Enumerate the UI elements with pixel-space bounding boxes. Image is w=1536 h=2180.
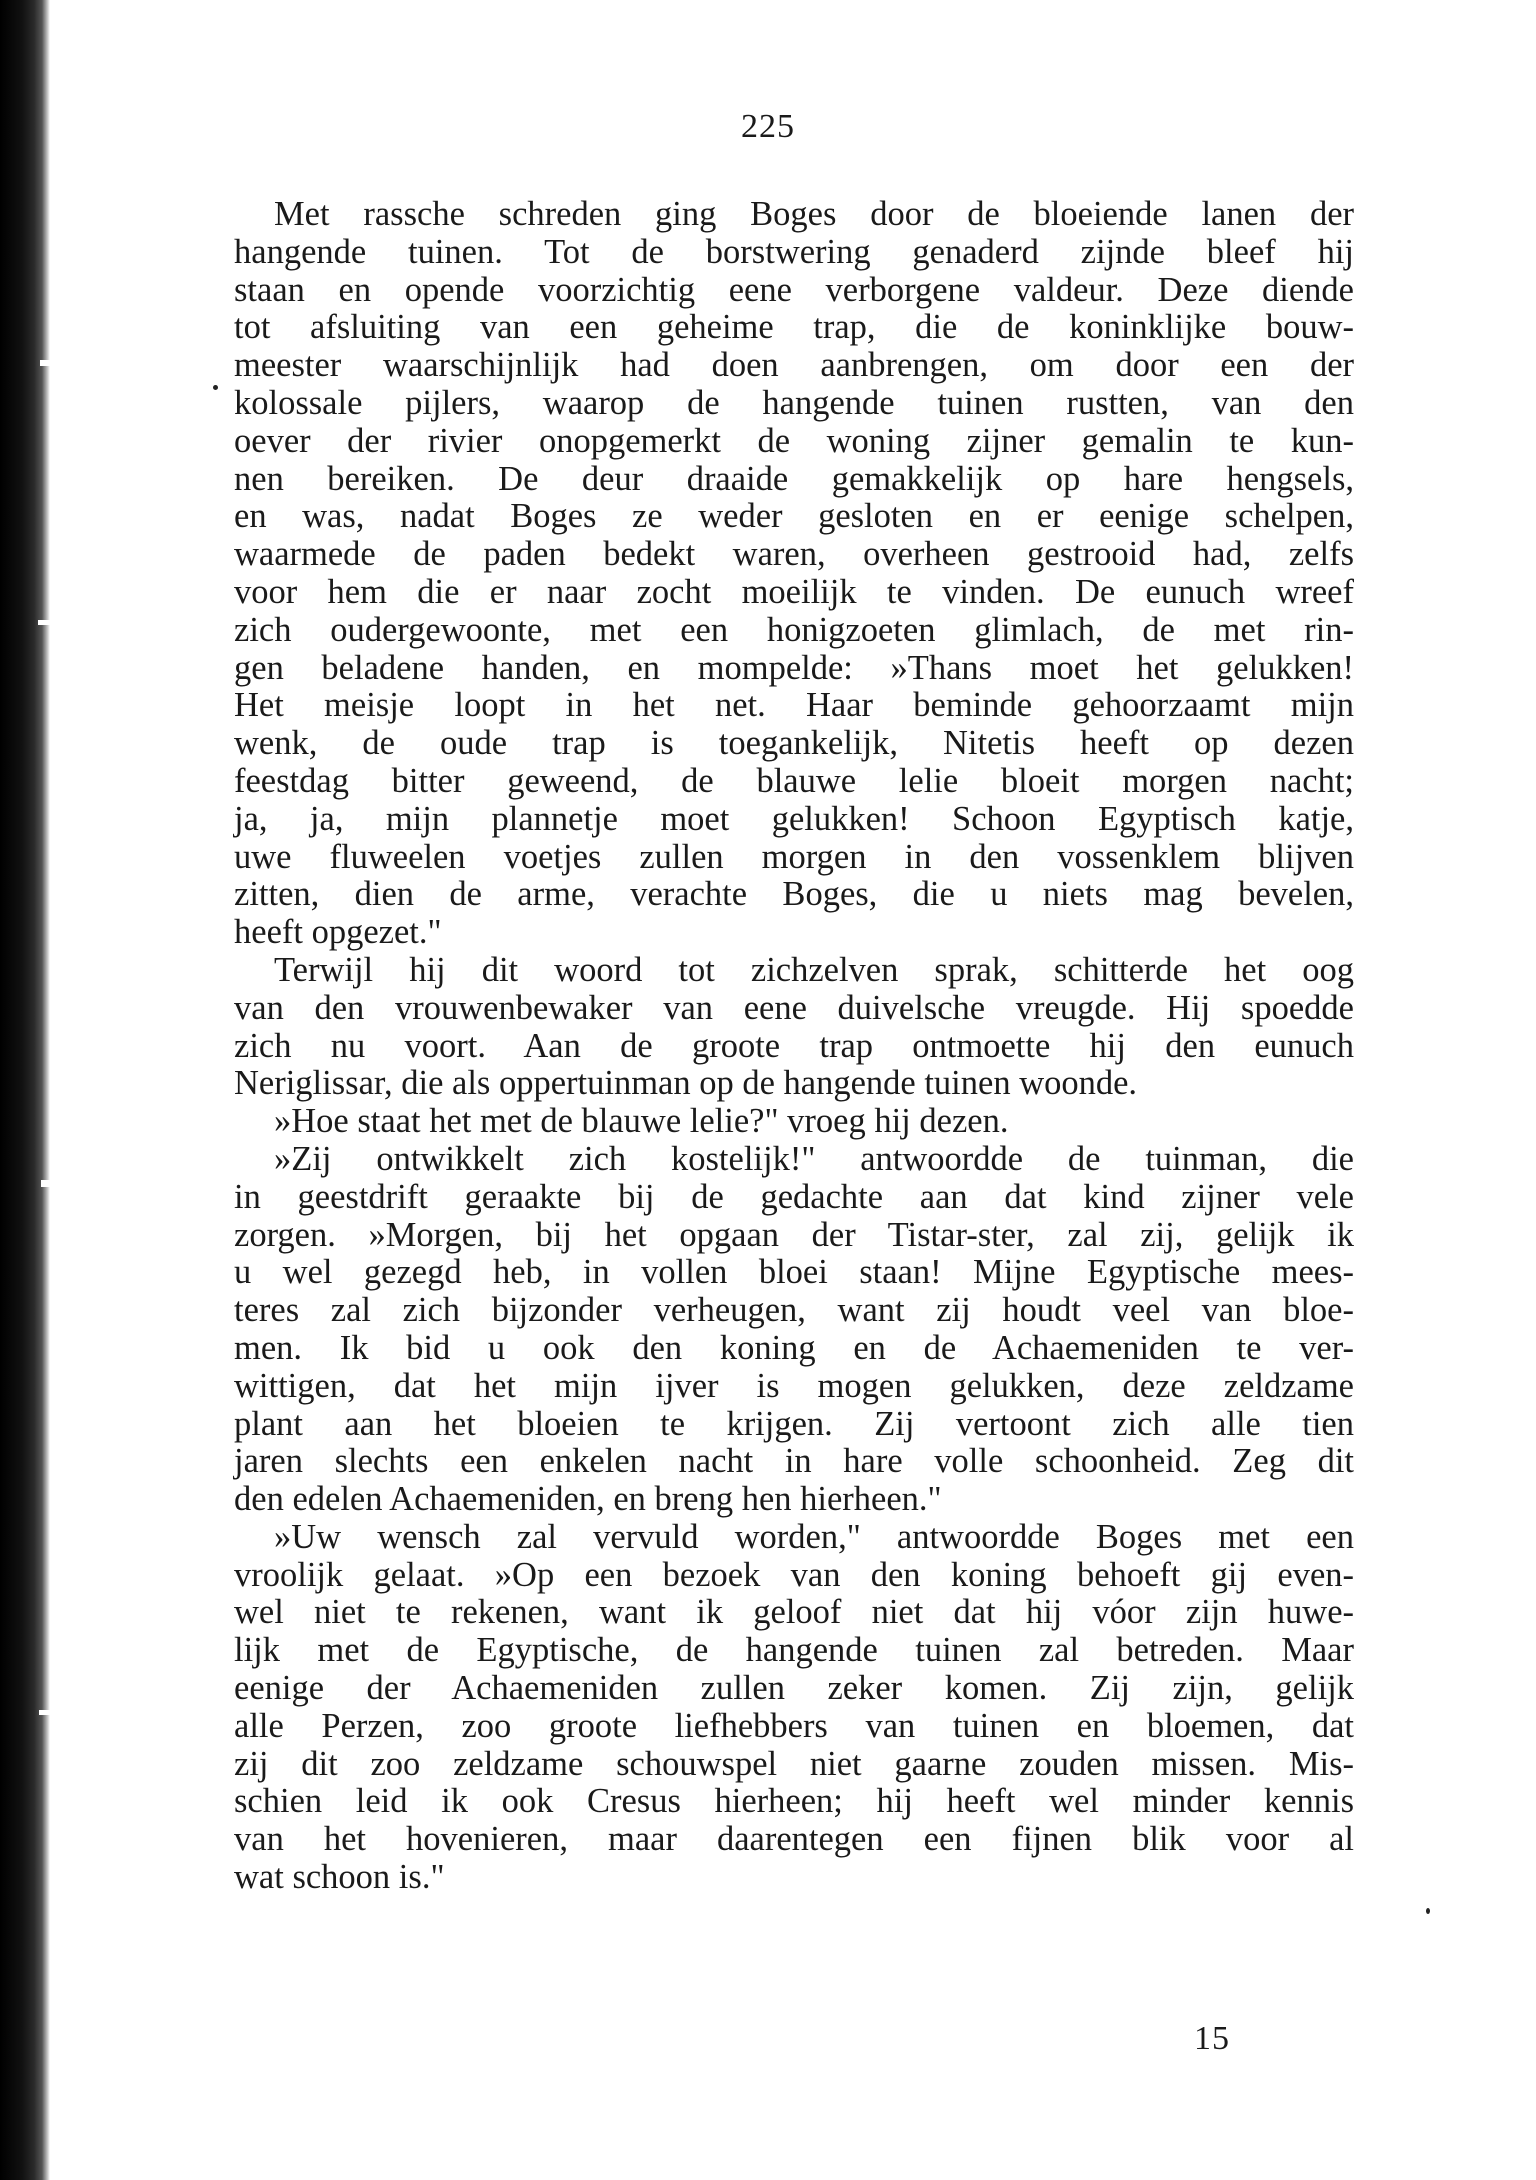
text-line: Terwijl hij dit woord tot zichzelven sprak, schitterde het oog [274, 950, 1354, 989]
text-line: heeft opgezet." [234, 913, 442, 952]
text-line: uwe fluweelen voetjes zullen morgen in den vossenklem blijven [234, 837, 1354, 876]
text-line: ja, ja, mijn plannetje moet gelukken! Schoon Egyptisch katje, [234, 799, 1354, 838]
text-line: lijk met de Egyptische, de hangende tuinen zal betreden. Maar [234, 1631, 1354, 1670]
text-line: u wel gezegd heb, in vollen bloei staan! Mijne Egyptische mees- [234, 1253, 1354, 1292]
text-line: wittigen, dat het mijn ijver is mogen gelukken, deze zeldzame [234, 1366, 1354, 1405]
text-line: kolossale pijlers, waarop de hangende tuinen rustten, van den [234, 383, 1354, 422]
text-line: jaren slechts een enkelen nacht in hare volle schoonheid. Zeg dit [234, 1442, 1354, 1481]
text-line: zich oudergewoonte, met een honigzoeten glimlach, de met rin- [234, 610, 1354, 649]
paragraph [234, 952, 1354, 1103]
text-line: oever der rivier onopgemerkt de woning zijner gemalin te kun- [234, 421, 1354, 460]
text-line: hangende tuinen. Tot de borstwering genaderd zijnde bleef hij [234, 232, 1354, 271]
text-line: wenk, de oude trap is toegankelijk, Nitetis heeft op dezen [234, 724, 1354, 763]
text-line: wat schoon is." [234, 1858, 445, 1897]
text-line: gen beladene handen, en mompelde: »Thans moet het gelukken! [234, 648, 1354, 687]
text-line: Het meisje loopt in het net. Haar beminde gehoorzaamt mijn [234, 686, 1354, 725]
text-line: »Hoe staat het met de blauwe lelie?" vroeg hij dezen. [274, 1102, 1009, 1141]
body-text [234, 196, 1354, 1897]
text-line: in geestdrift geraakte bij de gedachte aan dat kind zijner vele [234, 1177, 1354, 1216]
ink-speck [1426, 1908, 1430, 1914]
text-line: en was, nadat Boges ze weder gesloten en er eenige schelpen, [234, 497, 1354, 536]
text-line: zitten, dien de arme, verachte Boges, die u niets mag bevelen, [234, 875, 1354, 914]
text-line: »Uw wensch zal vervuld worden," antwoordde Boges met een [274, 1517, 1354, 1556]
text-line: schien leid ik ook Cresus hierheen; hij heeft wel minder kennis [234, 1782, 1354, 1821]
text-line: plant aan het bloeien te krijgen. Zij vertoont zich alle tien [234, 1404, 1354, 1443]
paragraph [234, 1141, 1354, 1519]
text-line: waarmede de paden bedekt waren, overheen gestrooid had, zelfs [234, 535, 1354, 574]
text-line: zich nu voort. Aan de groote trap ontmoette hij den eunuch [234, 1026, 1354, 1065]
paragraph [234, 1519, 1354, 1897]
paragraph [234, 1103, 1354, 1141]
text-line: van het hovenieren, maar daarentegen een fijnen blik voor al [234, 1820, 1354, 1859]
text-line: voor hem die er naar zocht moeilijk te vinden. De eunuch wreef [234, 572, 1354, 611]
text-line: den edelen Achaemeniden, en breng hen hierheen." [234, 1480, 942, 1519]
text-line: tot afsluiting van een geheime trap, die de koninklijke bouw- [234, 308, 1354, 347]
text-line: teres zal zich bijzonder verheugen, want zij houdt veel van bloe- [234, 1291, 1354, 1330]
text-line: Neriglissar, die als oppertuinman op de hangende tuinen woonde. [234, 1064, 1138, 1103]
text-line: Met rassche schreden ging Boges door de bloeiende lanen der [274, 195, 1354, 233]
text-line: alle Perzen, zoo groote liefhebbers van tuinen en bloemen, dat [234, 1706, 1354, 1745]
page-number: 225 [741, 108, 795, 145]
text-line: zij dit zoo zeldzame schouwspel niet gaarne zouden missen. Mis- [234, 1744, 1354, 1783]
binding-edge [0, 0, 50, 2180]
text-line: vroolijk gelaat. »Op een bezoek van den koning behoeft gij even- [234, 1555, 1354, 1594]
text-line: feestdag bitter geweend, de blauwe lelie bloeit morgen nacht; [234, 761, 1354, 800]
text-line: eenige der Achaemeniden zullen zeker komen. Zij zijn, gelijk [234, 1669, 1354, 1708]
paragraph [234, 196, 1354, 952]
text-line: zorgen. »Morgen, bij het opgaan der Tistar-ster, zal zij, gelijk ik [234, 1215, 1354, 1254]
text-line: van den vrouwenbewaker van eene duivelsche vreugde. Hij spoedde [234, 988, 1354, 1027]
text-line: »Zij ontwikkelt zich kostelijk!" antwoordde de tuinman, die [274, 1139, 1354, 1178]
text-line: wel niet te rekenen, want ik geloof niet dat hij vóor zijn huwe- [234, 1593, 1354, 1632]
text-line: nen bereiken. De deur draaide gemakkelijk op hare hengsels, [234, 459, 1354, 498]
ink-speck [213, 385, 218, 390]
text-line: meester waarschijnlijk had doen aanbrengen, om door een der [234, 346, 1354, 385]
signature-mark: 15 [1194, 2020, 1230, 2057]
text-line: men. Ik bid u ook den koning en de Achaemeniden te ver- [234, 1328, 1354, 1367]
text-line: staan en opende voorzichtig eene verborgene valdeur. Deze diende [234, 270, 1354, 309]
